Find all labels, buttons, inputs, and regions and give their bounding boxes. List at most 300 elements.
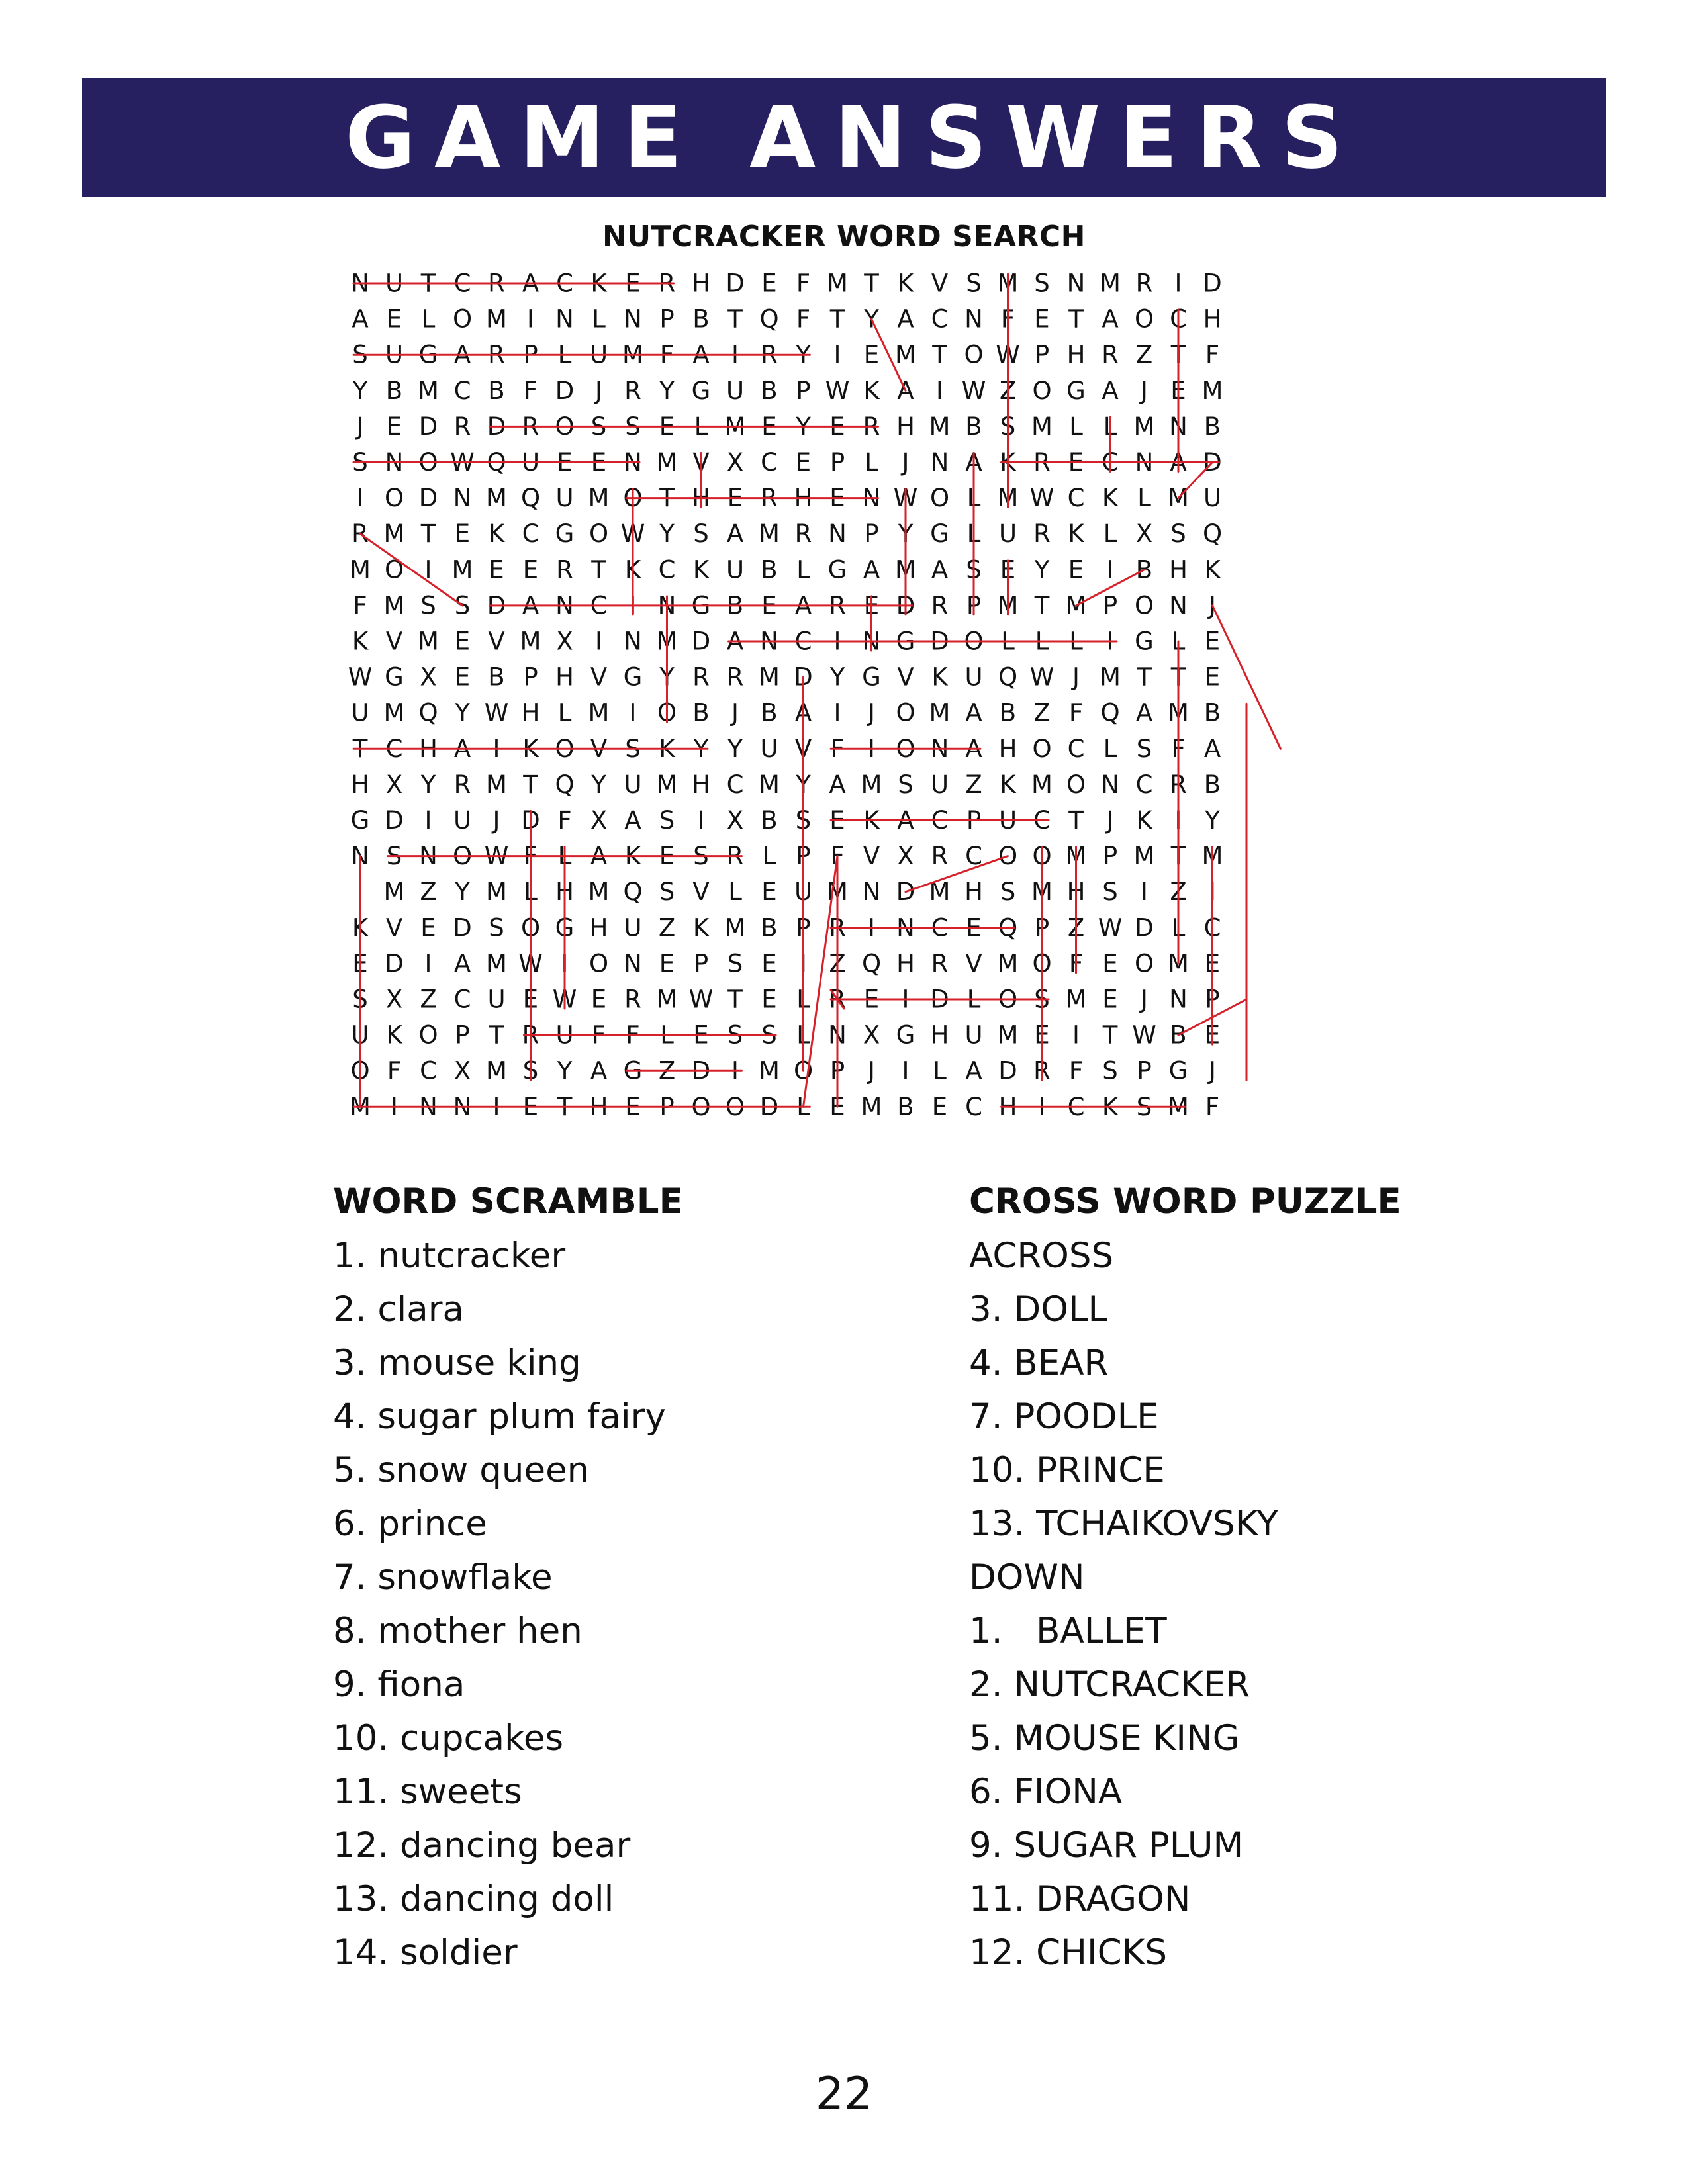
grid-letter: E [1204,662,1221,692]
grid-letter: W [620,520,645,549]
grid-letter: O [418,448,438,477]
grid-letter: F [353,591,367,620]
grid-letter: E [557,448,573,477]
grid-letter: C [761,448,778,477]
grid-letter: M [1065,842,1087,871]
grid-letter: E [454,520,471,549]
grid-letter: N [555,304,574,334]
grid-letter: S [352,448,368,477]
grid-letter: C [1135,770,1153,799]
grid-letter: A [726,520,744,549]
grid-letter: E [625,269,641,298]
grid-letter: R [931,949,949,978]
scramble-answer: 7. snowflake [333,1557,553,1598]
grid-letter: P [1205,985,1220,1014]
grid-letter: R [488,269,505,298]
grid-letter: T [420,269,436,298]
scramble-answer: 9. fiona [333,1664,465,1705]
grid-letter: X [726,806,744,835]
grid-letter: B [692,304,710,334]
grid-letter: P [523,340,538,369]
grid-letter: M [861,1092,882,1121]
grid-letter: M [486,878,507,907]
grid-letter: H [692,770,710,799]
grid-letter: E [590,448,607,477]
grid-letter: V [385,913,403,942]
grid-letter: N [624,304,642,334]
grid-letter: L [524,878,538,907]
grid-letter: L [966,484,981,513]
grid-letter: M [383,878,405,907]
grid-letter: Z [1170,878,1187,907]
grid-letter: N [930,448,949,477]
grid-letter: W [484,842,509,871]
grid-letter: A [453,340,471,369]
grid-letter: S [693,842,709,871]
grid-letter: E [590,985,607,1014]
grid-letter: N [862,484,881,513]
grid-letter: S [420,591,436,620]
grid-letter: S [761,1021,777,1050]
grid-letter: J [1106,806,1114,835]
grid-letter: L [966,985,981,1014]
grid-letter: S [625,734,641,763]
grid-letter: G [350,806,370,835]
grid-letter: O [452,304,473,334]
grid-letter: F [1068,949,1084,978]
grid-letter: F [796,269,811,298]
grid-letter: Y [557,1056,573,1085]
grid-letter: A [1170,448,1187,477]
grid-letter: O [929,484,950,513]
grid-letter: M [759,1056,780,1085]
down-answer: 2. NUTCRACKER [969,1664,1250,1705]
grid-letter: A [590,1056,608,1085]
grid-letter: N [657,591,677,620]
scramble-answer: 1. nutcracker [333,1236,566,1276]
grid-letter: O [1032,734,1052,763]
grid-letter: L [1137,484,1151,513]
grid-letter: E [454,662,471,692]
grid-letter: I [697,806,705,835]
grid-letter: E [386,304,402,334]
grid-letter: U [964,1021,983,1050]
grid-letter: U [1203,484,1222,513]
grid-letter: P [455,1021,470,1050]
grid-letter: C [1067,484,1085,513]
grid-letter: A [692,340,710,369]
grid-letter: L [557,340,572,369]
grid-letter: M [1168,1092,1189,1121]
grid-letter: T [523,770,538,799]
grid-letter: U [385,340,404,369]
grid-letter: M [1100,269,1121,298]
grid-letter: S [693,520,709,549]
grid-letter: T [727,304,743,334]
grid-letter: C [385,734,403,763]
grid-letter: Y [829,662,845,692]
grid-letter: E [489,555,504,584]
grid-letter: I [936,376,943,405]
grid-letter: B [965,412,982,441]
grid-letter: H [555,662,574,692]
grid-letter: J [1141,985,1148,1014]
grid-letter: Z [999,376,1017,405]
grid-letter: E [522,1092,539,1121]
grid-letter: E [659,949,675,978]
grid-letter: U [726,376,745,405]
grid-letter: O [1134,949,1154,978]
grid-letter: Z [1135,340,1153,369]
grid-letter: X [385,770,403,799]
grid-letter: D [930,985,949,1014]
grid-letter: L [1035,627,1049,656]
grid-letter: H [896,949,915,978]
grid-letter: T [557,1092,573,1121]
grid-letter: C [522,520,539,549]
grid-letter: C [931,913,949,942]
grid-letter: S [1136,734,1152,763]
grid-letter: L [865,448,878,477]
grid-letters [348,269,1223,1121]
grid-letter: T [932,340,947,369]
grid-letter: R [522,1021,539,1050]
grid-letter: A [453,949,471,978]
grid-letter: K [386,1021,402,1050]
grid-letter: M [622,340,643,369]
grid-letter: N [1169,591,1188,620]
grid-letter: U [930,770,949,799]
grid-letter: M [520,627,541,656]
grid-letter: G [896,1021,915,1050]
grid-letter: T [489,1021,504,1050]
grid-letter: N [862,627,881,656]
grid-letter: Y [659,376,675,405]
grid-letter: E [1068,555,1084,584]
grid-letter: M [656,985,678,1014]
grid-letter: W [961,376,986,405]
grid-letter: K [590,269,607,298]
grid-letter: Z [420,985,437,1014]
grid-letter: Y [796,770,811,799]
grid-letter: A [829,770,846,799]
grid-letter: L [1069,627,1083,656]
grid-letter: O [657,698,677,727]
grid-letter: I [492,734,500,763]
grid-letter: Z [965,770,982,799]
grid-letter: N [624,627,642,656]
grid-letter: N [351,269,369,298]
grid-letter: U [794,878,813,907]
grid-letter: H [794,484,813,513]
grid-letter: F [659,340,675,369]
grid-letter: P [1102,591,1118,620]
grid-letter: F [830,842,845,871]
grid-letter: E [761,878,777,907]
grid-letter: R [794,520,812,549]
grid-letter: P [1034,913,1050,942]
grid-letter: I [1106,627,1114,656]
grid-letter: M [929,698,951,727]
grid-letter: R [829,985,846,1014]
grid-letter: Q [1202,520,1223,549]
grid-letter: K [1000,770,1016,799]
grid-letter: A [965,448,982,477]
grid-letter: A [965,1056,982,1085]
grid-letter: G [623,662,643,692]
grid-letter: O [1066,770,1086,799]
grid-letter: N [862,878,881,907]
scramble-answer: 8. mother hen [333,1611,583,1651]
grid-letter: M [997,269,1019,298]
grid-letter: D [385,806,404,835]
grid-letter: I [561,949,569,978]
grid-letter: T [829,304,845,334]
grid-letter: S [1000,412,1016,441]
grid-letter: C [931,304,949,334]
grid-letter: U [351,698,369,727]
grid-letter: G [930,520,949,549]
grid-letter: N [1169,985,1188,1014]
grid-letter: V [794,734,812,763]
grid-letter: K [1102,1092,1119,1121]
grid-letter: A [863,555,880,584]
grid-letter: L [796,985,810,1014]
grid-letter: A [965,698,982,727]
grid-letter: M [486,484,507,513]
grid-letter: L [1001,627,1015,656]
grid-letter: U [624,770,642,799]
grid-letter: M [588,878,610,907]
grid-letter: X [1135,520,1153,549]
grid-letter: T [1068,806,1084,835]
grid-letter: I [391,1092,398,1121]
grid-letter: S [659,806,675,835]
grid-letter: E [761,412,777,441]
grid-letter: G [827,555,847,584]
grid-letter: M [1168,484,1189,513]
grid-letter: R [453,412,471,441]
grid-letter: O [896,734,915,763]
grid-letter: I [595,627,602,656]
grid-letter: Q [998,662,1018,692]
grid-letter: K [692,555,710,584]
grid-letter: E [1204,627,1221,656]
across-answer: 10. PRINCE [969,1450,1165,1490]
down-label: DOWN [969,1557,1085,1598]
scramble-answer: 6. prince [333,1504,487,1544]
grid-letter: W [518,949,543,978]
grid-letter: E [761,591,777,620]
grid-letter: O [588,520,609,549]
grid-letter: C [965,842,982,871]
grid-letter: L [557,698,572,727]
grid-letter: R [1033,1056,1051,1085]
grid-letter: C [453,985,471,1014]
grid-letter: G [385,662,404,692]
grid-letter: D [998,1056,1017,1085]
grid-letter: J [902,448,910,477]
grid-letter: J [492,806,500,835]
down-answer: 5. MOUSE KING [969,1718,1240,1758]
grid-letter: T [1137,662,1152,692]
grid-letter: M [1133,412,1155,441]
grid-letter: P [829,448,845,477]
grid-letter: M [724,913,746,942]
grid-letter: T [591,555,606,584]
grid-letter: D [794,662,813,692]
grid-letter: H [1203,304,1222,334]
grid-letter: Z [829,949,846,978]
grid-letter: E [1170,376,1186,405]
grid-letter: N [760,627,778,656]
grid-letter: N [896,913,915,942]
grid-letter: N [1101,770,1119,799]
grid-letter: L [728,878,742,907]
grid-letter: M [1031,770,1053,799]
grid-letter: R [829,591,846,620]
grid-letter: Q [759,304,779,334]
grid-letter: O [896,698,915,727]
grid-letter: G [691,591,711,620]
grid-letter: L [796,555,810,584]
grid-letter: Y [693,734,709,763]
grid-letter: E [761,949,777,978]
grid-letter: J [1141,376,1148,405]
grid-letter: O [1032,949,1052,978]
grid-letter: J [1072,662,1080,692]
grid-letter: O [418,1021,438,1050]
grid-letter: O [998,842,1018,871]
grid-letter: N [1169,412,1188,441]
grid-letter: C [1033,806,1051,835]
grid-letter: W [688,985,714,1014]
grid-letter: B [385,376,403,405]
grid-letter: B [761,555,778,584]
grid-letter: A [794,591,812,620]
grid-letter: C [794,627,812,656]
grid-letter: L [796,1092,810,1121]
grid-letter: Y [898,520,914,549]
grid-letter: L [966,520,981,549]
grid-letter: Q [861,949,882,978]
grid-letter: I [731,1056,739,1085]
grid-letter: V [692,448,710,477]
grid-letter: Z [420,878,437,907]
grid-letter: S [489,913,504,942]
grid-letter: T [659,484,675,513]
grid-letter: P [659,1092,675,1121]
grid-letter: W [484,698,509,727]
grid-letter: C [1102,448,1119,477]
grid-letter: N [1135,448,1154,477]
grid-letter: Y [455,878,470,907]
grid-letter: A [522,269,539,298]
down-answer: 1. BALLET [969,1611,1167,1651]
grid-letter: P [796,842,811,871]
grid-letter: A [1102,376,1119,405]
grid-letter: U [998,520,1017,549]
scramble-answer: 13. dancing doll [333,1879,614,1919]
grid-letter: D [726,269,745,298]
grid-letter: T [1170,842,1186,871]
grid-letter: D [487,591,506,620]
grid-letter: M [383,591,405,620]
grid-letter: E [352,949,368,978]
grid-letter: C [1067,1092,1085,1121]
grid-letter: Q [1100,698,1120,727]
grid-letter: P [659,304,675,334]
grid-letter: E [1000,555,1016,584]
grid-letter: C [453,269,471,298]
grid-letter: E [420,913,436,942]
grid-letter: S [659,878,675,907]
grid-letter: P [523,662,538,692]
grid-letter: Y [591,770,606,799]
grid-letter: E [966,913,982,942]
grid-letter: M [895,555,916,584]
grid-letter: A [1102,304,1119,334]
grid-letter: M [1065,591,1087,620]
grid-letter: J [595,376,602,405]
grid-letter: C [1203,913,1221,942]
grid-letter: H [998,734,1017,763]
grid-letter: E [829,806,845,835]
grid-letter: O [998,985,1018,1014]
grid-letter: I [868,734,875,763]
grid-letter: P [864,520,879,549]
grid-letter: Q [520,484,541,513]
grid-letter: M [929,878,951,907]
grid-letter: M [759,770,780,799]
grid-letter: W [1132,1021,1156,1050]
grid-letter: M [383,698,405,727]
grid-letter: L [1103,734,1117,763]
grid-letter: M [656,627,678,656]
grid-letter: O [555,734,575,763]
scramble-answer: 10. cupcakes [333,1718,564,1758]
grid-letter: H [692,269,710,298]
grid-letter: V [590,662,608,692]
grid-letter: I [1141,878,1148,907]
grid-letter: X [726,448,744,477]
grid-letter: P [796,376,811,405]
grid-letter: P [693,949,709,978]
grid-letter: F [1068,698,1084,727]
grid-letter: R [624,985,641,1014]
grid-letter: U [453,806,472,835]
grid-letter: S [966,555,982,584]
grid-letter: E [659,412,675,441]
grid-letter: T [1034,591,1050,620]
grid-letter: V [692,878,710,907]
grid-letter: C [1170,304,1187,334]
grid-letter: P [966,806,982,835]
grid-letter: H [589,913,608,942]
grid-letter: W [1098,913,1123,942]
grid-letter: A [522,591,539,620]
grid-letter: K [352,627,369,656]
grid-letter: N [930,734,949,763]
grid-letter: E [795,448,812,477]
grid-letter: J [1209,1056,1216,1085]
grid-letter: I [629,591,637,620]
grid-letter: C [726,770,744,799]
grid-letter: H [896,412,915,441]
grid-letter: H [589,1092,608,1121]
across-answer: 7. POODLE [969,1396,1159,1437]
grid-letter: H [521,698,540,727]
